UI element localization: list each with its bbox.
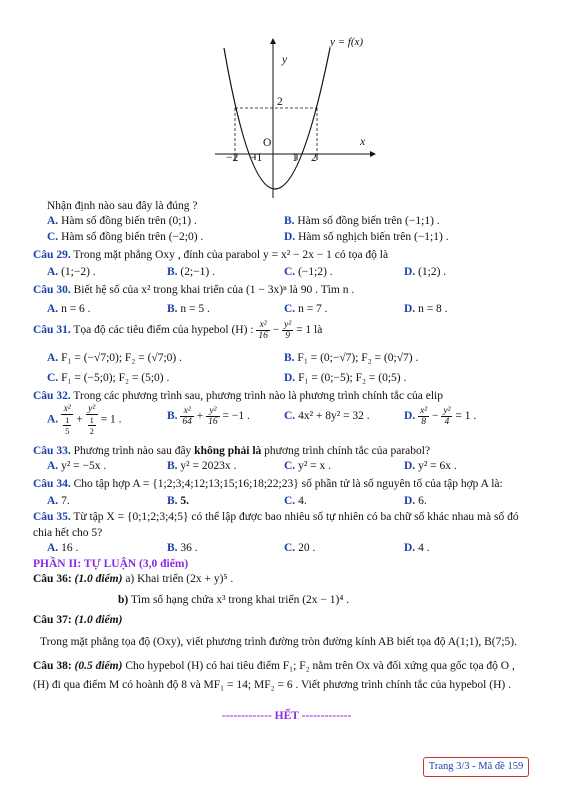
q29-stem: Câu 29. Trong mặt phẳng Oxy , đỉnh của parabol y = x² − 2x − 1 có tọa độ là — [33, 249, 389, 261]
q34-option-b[interactable]: B. 5. — [167, 495, 190, 507]
q34-option-c[interactable]: C. 4. — [284, 495, 307, 507]
q32-option-d[interactable]: D. $\frac{\text{x²}}{8}$ − $\frac{\text{y²}}{4}$ = 1 . — [404, 406, 477, 427]
q33-option-b[interactable]: B. y² = 2023x . — [167, 460, 237, 472]
q31-option-a[interactable]: A. F₁ = (−√7;0); F₂ = (√7;0) . — [47, 352, 182, 364]
q35-option-d[interactable]: D. 4 . — [404, 542, 430, 554]
q34-stem: Câu 34. Cho tập hợp A = {1;2;3;4;12;13;15;16;18;22;23} số phần tử là số nguyên tố của tập hợp A là: — [33, 478, 503, 490]
q31-option-c[interactable]: C. F₁ = (−5;0); F₂ = (5;0) . — [47, 372, 170, 384]
q30-option-c[interactable]: C. n = 7 . — [284, 303, 328, 315]
q32-option-a[interactable]: A. $\frac{\text{x²}}{\frac{1}{5}}$ + $\frac{\text{y²}}{\frac{1}{2}}$ = 1 . — [47, 404, 122, 436]
tick-x-neg1: −1 — [250, 152, 263, 164]
end-mark: ------------- HẾT ------------- — [222, 710, 352, 722]
q33-option-a[interactable]: A. y² = −5x . — [47, 460, 107, 472]
q36-stem: Câu 36: (1.0 điểm) a) Khai triển (2x + y)⁵ . — [33, 573, 234, 585]
tick-y-2: 2 — [277, 96, 283, 108]
q30-stem: Câu 30. Biết hệ số của x² trong khai triển của (1 − 3x)ⁿ là 90 . Tìm n . — [33, 284, 355, 296]
y-axis-label: y — [282, 54, 288, 66]
q38-stem-line2: (H) đi qua điểm M có hoành độ 8 và MF₁ = 14; MF₂ = 6 . Viết phương trình chính tắc của hypebol (H) . — [33, 679, 511, 691]
q28-option-b[interactable]: B. Hàm số đồng biến trên (−1;1) . — [284, 215, 440, 227]
q35-option-c[interactable]: C. 20 . — [284, 542, 316, 554]
q32-stem: Câu 32. Trong các phương trình sau, phương trình nào là phương trình chính tắc của elip — [33, 390, 444, 402]
q31-option-b[interactable]: B. F₁ = (0;−√7); F₂ = (0;√7) . — [284, 352, 419, 364]
q30-option-a[interactable]: A. n = 6 . — [47, 303, 91, 315]
curve-label: y = f(x) — [330, 36, 364, 48]
q35-stem: Câu 35. Từ tập X = {0;1;2;3;4;5} có thể lập được bao nhiêu số tự nhiên có ba chữ số khác nhau mà số đó — [33, 511, 519, 523]
q30-option-d[interactable]: D. n = 8 . — [404, 303, 448, 315]
tick-x-1: 1 — [292, 152, 298, 164]
q37-text: Trong mặt phẳng tọa độ (Oxy), viết phương trình đường tròn đường kính AB biết tọa độ A(1;1), B(7;5). — [40, 636, 517, 648]
q38-stem: Câu 38: (0.5 điểm) Cho hypebol (H) có hai tiêu điểm F₁; F₂ nằm trên Ox và đối xứng qua gốc tọa độ O , — [33, 660, 515, 672]
x-axis-label: x — [360, 136, 366, 148]
q35-option-a[interactable]: A. 16 . — [47, 542, 79, 554]
q36-part-b: b) Tìm số hạng chứa x³ trong khai triển (2x − 1)⁴ . — [118, 594, 350, 606]
q31-option-d[interactable]: D. F₁ = (0;−5); F₂ = (0;5) . — [284, 372, 407, 384]
q33-option-c[interactable]: C. y² = x . — [284, 460, 331, 472]
q32-option-c[interactable]: C. 4x² + 8y² = 32 . — [284, 410, 370, 422]
q30-option-b[interactable]: B. n = 5 . — [167, 303, 210, 315]
q34-option-d[interactable]: D. 6. — [404, 495, 427, 507]
q28-option-c[interactable]: C. Hàm số đồng biến trên (−2;0) . — [47, 231, 204, 243]
page-footer-badge: Trang 3/3 - Mã đề 159 — [423, 757, 529, 777]
q31-stem: Câu 31. Tọa độ các tiêu điểm của hypebol (H) : $\frac{\text{x²}}{16}$ − $\frac{\text{y²}}{9}$ = 1 là — [33, 320, 323, 341]
q29-option-c[interactable]: C. (−1;2) . — [284, 266, 333, 278]
tick-x-neg2: −2 — [226, 152, 239, 164]
q28-option-d[interactable]: D. Hàm số nghịch biến trên (−1;1) . — [284, 231, 449, 243]
tick-x-2: 2 — [311, 152, 317, 164]
section-2-heading: PHẦN II: TỰ LUẬN (3,0 điểm) — [33, 558, 189, 570]
q28-option-a[interactable]: A. Hàm số đồng biến trên (0;1) . — [47, 215, 197, 227]
function-graph — [210, 30, 380, 200]
q28-prompt: Nhận định nào sau đây là đúng ? — [47, 200, 198, 212]
q35-stem-line2: chia hết cho 5? — [33, 527, 103, 539]
q29-option-d[interactable]: D. (1;2) . — [404, 266, 447, 278]
q32-option-b[interactable]: B. $\frac{\text{x²}}{64}$ + $\frac{\text{y²}}{16}$ = −1 . — [167, 406, 250, 427]
q29-option-a[interactable]: A. (1;−2) . — [47, 266, 96, 278]
origin-label: O — [263, 137, 272, 149]
q37-stem: Câu 37: (1.0 điểm) — [33, 614, 123, 626]
q33-option-d[interactable]: D. y² = 6x . — [404, 460, 457, 472]
q29-option-b[interactable]: B. (2;−1) . — [167, 266, 216, 278]
q34-option-a[interactable]: A. 7. — [47, 495, 70, 507]
q35-option-b[interactable]: B. 36 . — [167, 542, 198, 554]
q33-stem: Câu 33. Phương trình nào sau đây không phải là phương trình chính tắc của parabol? — [33, 445, 431, 457]
